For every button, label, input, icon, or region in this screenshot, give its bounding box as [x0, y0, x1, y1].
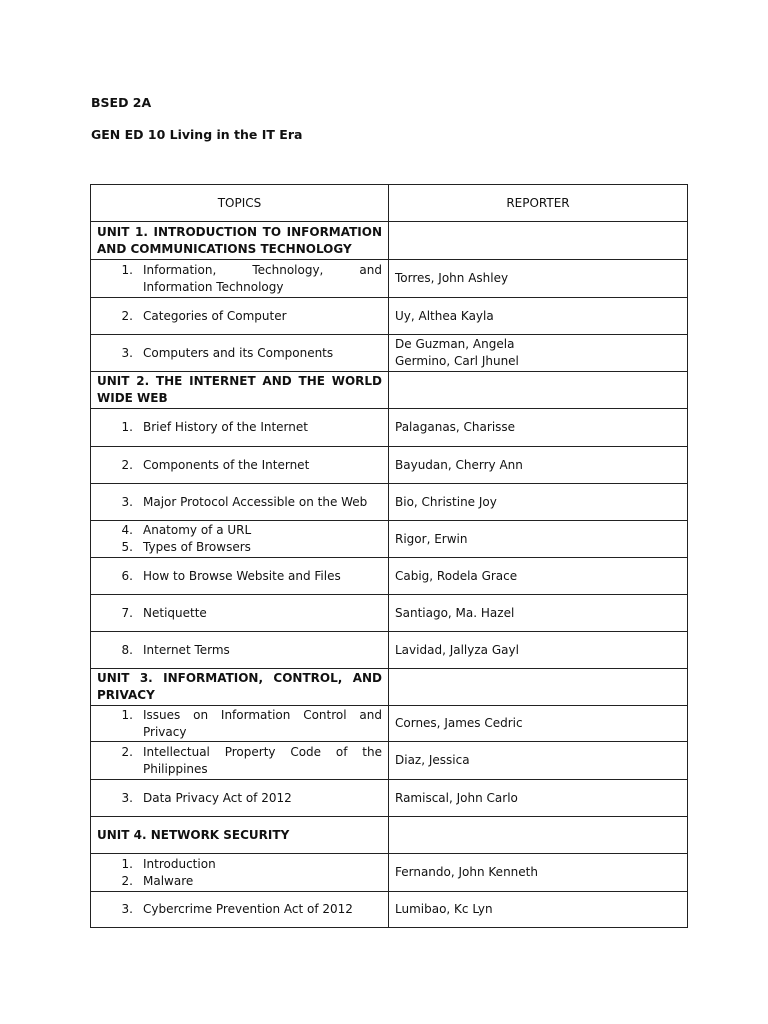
item-number: 8. — [121, 642, 133, 657]
table-row — [91, 892, 688, 928]
reporter-cell — [389, 372, 688, 409]
course-code: BSED 2A — [91, 95, 152, 110]
topic-list — [97, 494, 382, 511]
table-row — [91, 521, 688, 558]
item-number: 1. — [121, 420, 133, 434]
unit-row — [91, 817, 688, 854]
list-item — [97, 308, 382, 325]
list-item — [97, 568, 382, 585]
reporter-name: De Guzman, Angela — [395, 337, 515, 351]
item-text: Malware — [143, 873, 194, 888]
list-item — [97, 642, 382, 659]
topic-cell — [91, 854, 389, 892]
unit-title: UNIT 2. THE INTERNET AND THE WORLD WIDE WEB — [91, 372, 389, 409]
table-header-row — [91, 185, 688, 222]
reporter-name: Uy, Althea Kayla — [395, 308, 494, 323]
reporter-cell — [389, 335, 688, 372]
topic-list — [97, 744, 382, 778]
topic-cell — [91, 521, 389, 558]
topic-list — [97, 457, 382, 474]
reporter-name: Lumibao, Kc Lyn — [395, 902, 493, 916]
reporter-cell — [389, 742, 688, 780]
item-text: Data Privacy Act of 2012 — [143, 790, 292, 805]
topic-list — [97, 262, 382, 296]
list-item — [97, 707, 382, 741]
reporter-name: Cabig, Rodela Grace — [395, 568, 518, 583]
topic-list — [97, 345, 382, 362]
item-text: Issues on Information Control and Privacy — [143, 707, 382, 739]
reporter-cell — [389, 892, 688, 928]
item-text: Intellectual Property Code of the Philippines — [143, 744, 382, 776]
list-item — [97, 744, 382, 778]
reporter-name: Rigor, Erwin — [395, 531, 468, 546]
topic-cell — [91, 742, 389, 780]
reporter-name: Bio, Christine Joy — [395, 494, 497, 509]
table-row — [91, 298, 688, 335]
reporter-cell — [389, 854, 688, 892]
item-text: Types of Browsers — [143, 540, 251, 554]
topic-cell — [91, 409, 389, 447]
topic-list — [97, 308, 382, 325]
course-title: GEN ED 10 Living in the IT Era — [91, 127, 303, 142]
topic-cell — [91, 595, 389, 632]
table-row — [91, 742, 688, 780]
reporter-cell — [389, 447, 688, 484]
item-text: Components of the Internet — [143, 457, 310, 472]
reporter-cell — [389, 817, 688, 854]
list-item — [97, 522, 382, 539]
list-item — [97, 873, 382, 890]
item-text: Categories of Computer — [143, 308, 287, 323]
topic-list — [97, 419, 382, 436]
topic-cell — [91, 706, 389, 742]
item-number: 3. — [121, 345, 133, 360]
list-item — [97, 457, 382, 474]
unit-title: UNIT 1. INTRODUCTION TO INFORMATION AND COMMUNICATIONS TECHNOLOGY — [91, 222, 389, 260]
item-number: 4. — [121, 523, 133, 537]
reporter-cell — [389, 521, 688, 558]
topic-list — [97, 707, 382, 741]
item-text: Computers and its Components — [143, 345, 334, 360]
topic-cell — [91, 484, 389, 521]
topic-cell — [91, 892, 389, 928]
list-item — [97, 262, 382, 296]
table-row — [91, 260, 688, 298]
table-row — [91, 632, 688, 669]
column-header-topics: TOPICS — [91, 185, 389, 222]
reporter-cell — [389, 484, 688, 521]
reporter-name: Germino, Carl Jhunel — [395, 354, 519, 368]
topics-table — [90, 184, 688, 928]
item-number: 3. — [121, 494, 133, 509]
reporter-cell — [389, 706, 688, 742]
list-item — [97, 539, 382, 556]
item-text: Cybercrime Prevention Act of 2012 — [143, 902, 353, 916]
column-header-reporter: REPORTER — [389, 185, 688, 222]
item-number: 2. — [121, 873, 133, 888]
item-number: 2. — [121, 744, 133, 759]
item-text: Introduction — [143, 856, 216, 871]
list-item — [97, 419, 382, 436]
table-row — [91, 335, 688, 372]
reporter-cell — [389, 409, 688, 447]
table-row — [91, 558, 688, 595]
reporter-cell — [389, 260, 688, 298]
table-row — [91, 854, 688, 892]
item-number: 3. — [121, 902, 133, 916]
item-number: 1. — [121, 856, 133, 871]
table-row — [91, 595, 688, 632]
reporter-name: Bayudan, Cherry Ann — [395, 457, 523, 472]
reporter-name: Torres, John Ashley — [395, 271, 509, 285]
item-number: 2. — [121, 457, 133, 472]
topic-list — [97, 568, 382, 585]
reporter-cell — [389, 669, 688, 706]
item-number: 2. — [121, 308, 133, 323]
unit-row — [91, 372, 688, 409]
reporter-cell — [389, 558, 688, 595]
unit-title: UNIT 3. INFORMATION, CONTROL, AND PRIVACY — [91, 669, 389, 706]
reporter-name: Fernando, John Kenneth — [395, 865, 538, 879]
topic-list — [97, 901, 382, 918]
table-row — [91, 706, 688, 742]
item-number: 3. — [121, 790, 133, 805]
item-number: 6. — [121, 568, 133, 583]
list-item — [97, 790, 382, 807]
item-number: 1. — [121, 707, 133, 722]
topic-list — [97, 605, 382, 622]
topic-cell — [91, 260, 389, 298]
item-text: Internet Terms — [143, 642, 230, 657]
item-number: 1. — [121, 262, 133, 277]
topic-cell — [91, 632, 389, 669]
topic-list — [97, 856, 382, 890]
item-text: Major Protocol Accessible on the Web — [143, 494, 368, 509]
table-row — [91, 409, 688, 447]
list-item — [97, 605, 382, 622]
list-item — [97, 901, 382, 918]
reporter-cell — [389, 632, 688, 669]
reporter-name: Ramiscal, John Carlo — [395, 790, 518, 805]
item-text: Information, Technology, and Information Technology — [143, 262, 382, 294]
topic-cell — [91, 298, 389, 335]
item-text: Brief History of the Internet — [143, 420, 308, 434]
item-number: 7. — [121, 605, 133, 620]
topic-list — [97, 790, 382, 807]
list-item — [97, 856, 382, 873]
reporter-name: Santiago, Ma. Hazel — [395, 605, 515, 620]
reporter-name: Cornes, James Cedric — [395, 716, 523, 730]
topic-cell — [91, 780, 389, 817]
item-text: How to Browse Website and Files — [143, 568, 341, 583]
item-number: 5. — [121, 540, 133, 554]
reporter-cell — [389, 780, 688, 817]
topic-cell — [91, 335, 389, 372]
reporter-cell — [389, 298, 688, 335]
topic-list — [97, 522, 382, 556]
table-row — [91, 484, 688, 521]
item-text: Anatomy of a URL — [143, 523, 252, 537]
table-body — [91, 222, 688, 928]
unit-title: UNIT 4. NETWORK SECURITY — [91, 817, 389, 854]
reporter-cell — [389, 595, 688, 632]
reporter-name: Palaganas, Charisse — [395, 420, 516, 434]
list-item — [97, 345, 382, 362]
table-row — [91, 447, 688, 484]
reporter-name: Lavidad, Jallyza Gayl — [395, 642, 519, 657]
topic-cell — [91, 447, 389, 484]
item-text: Netiquette — [143, 605, 207, 620]
unit-row — [91, 669, 688, 706]
list-item — [97, 494, 382, 511]
table-row — [91, 780, 688, 817]
reporter-name: Diaz, Jessica — [395, 753, 470, 767]
reporter-cell — [389, 222, 688, 260]
topic-cell — [91, 558, 389, 595]
topic-list — [97, 642, 382, 659]
unit-row — [91, 222, 688, 260]
